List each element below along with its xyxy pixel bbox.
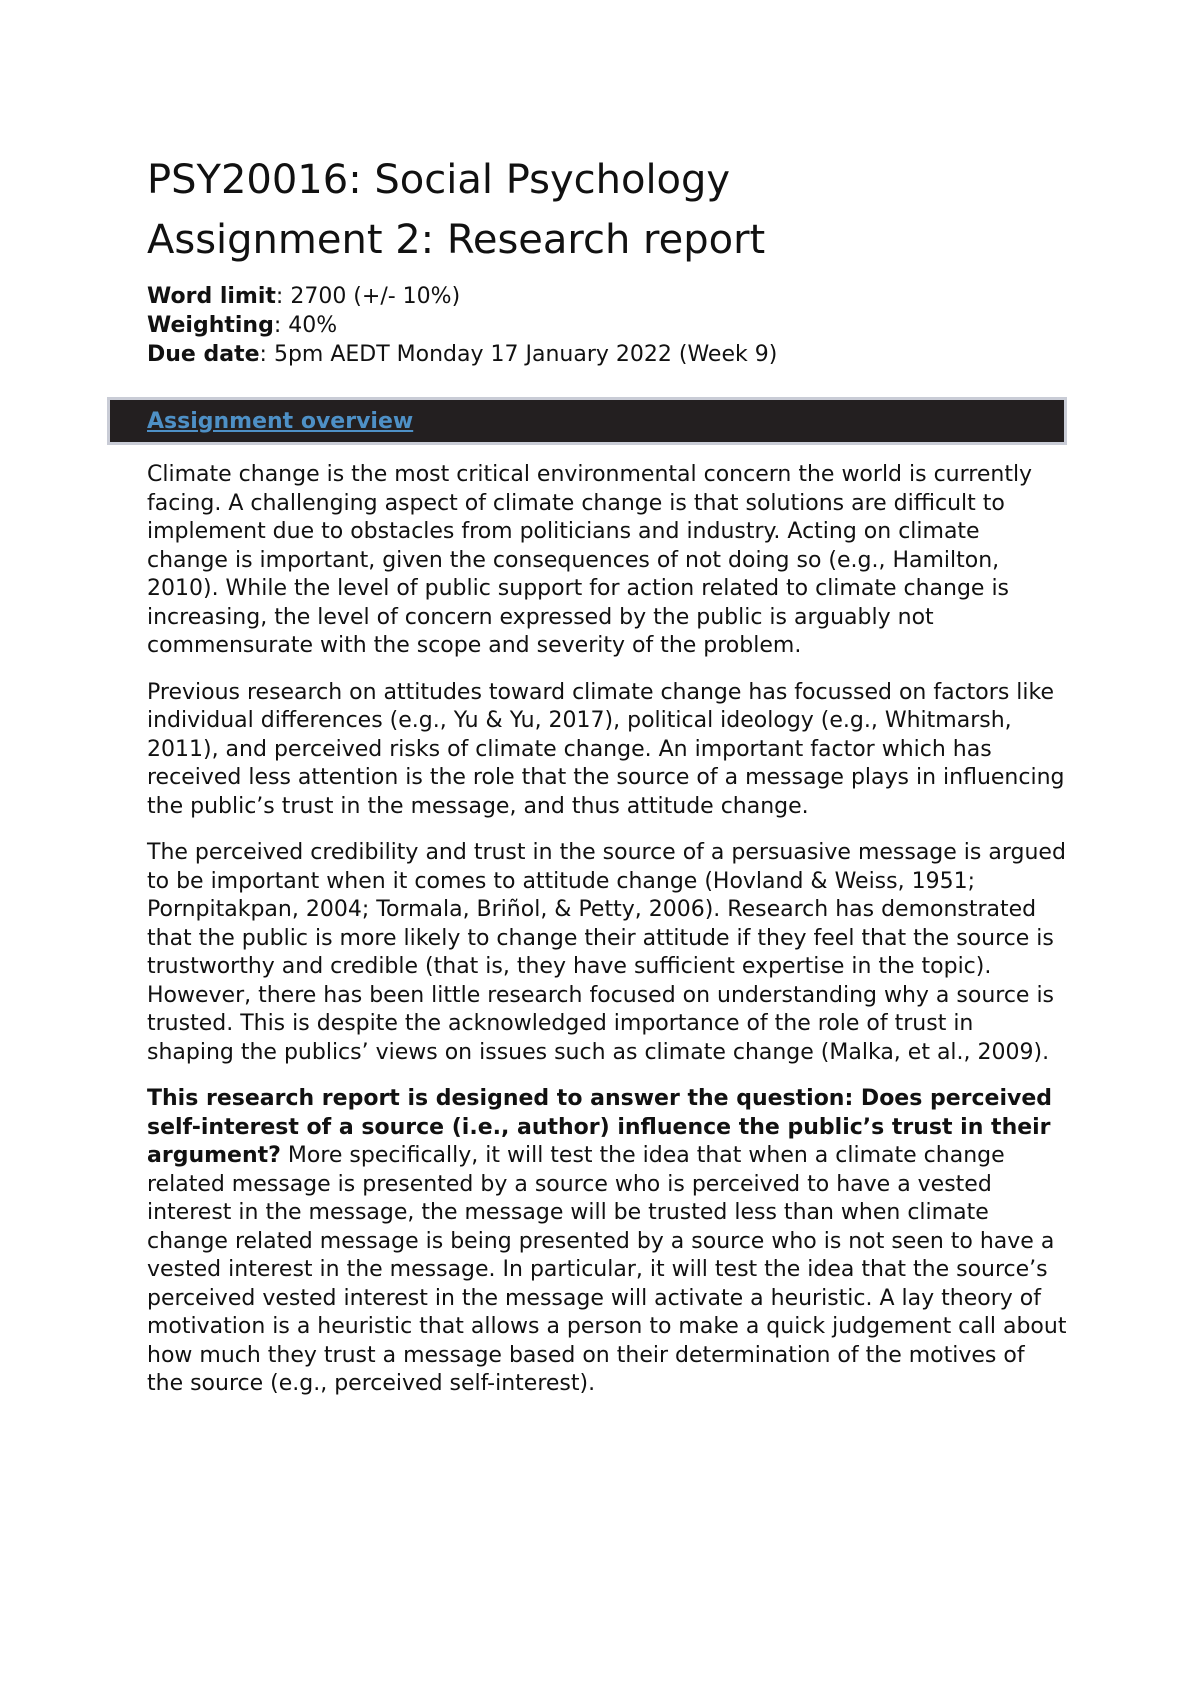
weighting-label: Weighting xyxy=(147,313,274,338)
due-date-value: : 5pm AEDT Monday 17 January 2022 (Week 9) xyxy=(259,342,778,367)
paragraph-1: Climate change is the most critical environmental concern the world is currently facing. A challenging aspect of climate change is that solutions are difficult to implement due to obstacles from politicians and industry. Acting on climate change is important, given the consequences of not doing so (e.g., Hamilton, 2010). While the level of public support for action related to climate change is increasing, the level of concern expressed by the public is arguably not commensurate with the scope and severity of the problem. xyxy=(147,462,1033,658)
overview-body xyxy=(147,461,1067,1399)
weighting-line xyxy=(147,311,1067,340)
word-limit-line xyxy=(147,282,1067,311)
document-page xyxy=(147,150,1067,1417)
assignment-overview-link[interactable]: Assignment overview xyxy=(147,408,414,434)
due-date-line xyxy=(147,340,1067,369)
word-limit-label: Word limit xyxy=(147,284,276,309)
word-limit-value: : 2700 (+/- 10%) xyxy=(275,284,461,309)
research-question: This research report is designed to answer the question: Does perceived self-interest of a source (i.e., author) influence the public’s trust in their argument? xyxy=(147,1086,1053,1168)
paragraph-4 xyxy=(147,1085,1067,1399)
page-title-course: PSY20016: Social Psychology xyxy=(147,157,731,203)
section-header-bar xyxy=(107,397,1067,445)
paragraph-3: The perceived credibility and trust in the source of a persuasive message is argued to be important when it comes to attitude change (Hovland & Weiss, 1951; Pornpitakpan, 2004; Tormala, Briñol, & Petty, 2006). Research has demonstrated that the public is more likely to change their attitude if they feel that the source is trustworthy and credible (that is, they have sufficient expertise in the topic). However, there has been little research focused on understanding why a source is trusted. This is despite the acknowledged importance of the role of trust in shaping the publics’ views on issues such as climate change (Malka, et al., 2009). xyxy=(147,840,1066,1065)
paragraph-2: Previous research on attitudes toward climate change has focussed on factors like individual differences (e.g., Yu & Yu, 2017), political ideology (e.g., Whitmarsh, 2011), and perceived risks of climate change. An important factor which has received less attention is the role that the source of a message plays in influencing the public’s trust in the message, and thus attitude change. xyxy=(147,679,1065,819)
paragraph-4-rest: More specifically, it will test the idea that when a climate change related message is presented by a source who is perceived to have a vested interest in the message, the message will be trusted less than when climate change related message is being presented by a source who is not seen to have a vested interest in the message. In particular, it will test the idea that the source’s perceived vested interest in the message will activate a heuristic. A lay theory of motivation is a heuristic that allows a person to make a quick judgement call about how much they trust a message based on their determination of the motives of the source (e.g., perceived self-interest). xyxy=(147,1143,1067,1396)
weighting-value: : 40% xyxy=(273,313,338,338)
page-title-assignment: Assignment 2: Research report xyxy=(147,217,766,263)
assignment-meta xyxy=(147,282,1067,369)
due-date-label: Due date xyxy=(147,342,260,367)
